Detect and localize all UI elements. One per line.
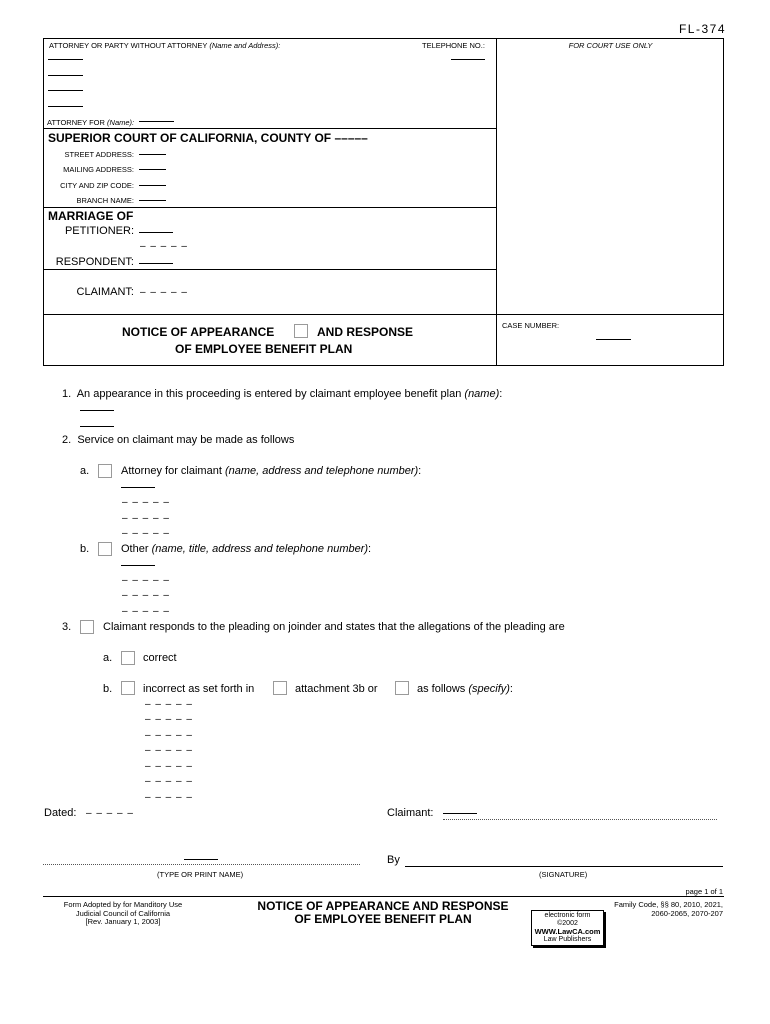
title-line-1a: NOTICE OF APPEARANCE — [122, 325, 275, 339]
telephone-field[interactable] — [451, 59, 485, 60]
page-label: page 1 of 1 — [685, 887, 723, 896]
item-2a-label — [121, 465, 421, 477]
item-2 — [62, 434, 294, 446]
claimant-sig-label: Claimant: — [387, 807, 434, 819]
item-3b-spec-1[interactable]: – – – – – — [145, 699, 193, 710]
claimant-sig-field[interactable] — [443, 813, 477, 814]
item-2a-colon: : — [418, 465, 422, 477]
branch-name-label: BRANCH NAME: — [76, 196, 134, 205]
attorney-address-field-3[interactable] — [48, 106, 83, 107]
item-3b-follows-text: as follows — [417, 683, 466, 695]
divider — [43, 314, 724, 315]
item-3-number: 3. — [62, 621, 72, 633]
branch-name-field[interactable] — [139, 200, 166, 201]
item-1-italic: (name) — [464, 388, 500, 400]
court-title-text: SUPERIOR COURT OF CALIFORNIA, COUNTY OF — [48, 131, 332, 145]
item-3a-letter: a. — [103, 652, 113, 664]
item-2b-label — [121, 543, 371, 555]
item-2b-italic: (name, title, address and telephone number) — [151, 543, 369, 555]
city-zip-field[interactable] — [139, 185, 166, 186]
item-2a-text: Attorney for claimant — [121, 465, 222, 477]
item-3b-spec-3[interactable]: – – – – – — [145, 730, 193, 741]
item-2-text: Service on claimant may be made as follows — [77, 434, 295, 446]
petitioner-field[interactable] — [139, 232, 173, 233]
item-1-colon: : — [499, 388, 503, 400]
footer-title — [238, 900, 528, 926]
attorney-for-text: ATTORNEY FOR — [47, 118, 105, 127]
footer-rule — [43, 896, 724, 897]
item-3a-text: correct — [143, 652, 177, 664]
type-print-label: (TYPE OR PRINT NAME) — [157, 870, 244, 879]
item-3a-checkbox[interactable] — [121, 651, 135, 665]
mailing-address-label: MAILING ADDRESS: — [63, 165, 134, 174]
city-zip-label: CITY AND ZIP CODE: — [60, 181, 134, 190]
divider — [43, 128, 496, 129]
title-checkbox[interactable] — [294, 324, 308, 338]
case-number-field[interactable] — [596, 339, 631, 340]
adopted-line-3: [Rev. January 1, 2003] — [85, 917, 161, 926]
dated-field[interactable]: – – – – – — [86, 808, 134, 819]
item-1 — [62, 388, 502, 400]
stamp-line-3: Law Publishers — [543, 936, 592, 943]
stamp-line-2: WWW.LawCA.com — [534, 927, 601, 936]
respondent-label: RESPONDENT: — [55, 256, 134, 268]
court-use-label: FOR COURT USE ONLY — [568, 41, 653, 50]
street-address-label: STREET ADDRESS: — [64, 150, 134, 159]
caption-box — [43, 38, 724, 366]
form-adopted-note — [43, 901, 203, 927]
item-3b-attachment-checkbox[interactable] — [273, 681, 287, 695]
item-3b-colon: : — [509, 683, 513, 695]
attorney-label-text: ATTORNEY OR PARTY WITHOUT ATTORNEY — [49, 41, 208, 50]
print-name-line — [43, 864, 360, 865]
form-number: FL-374 — [678, 22, 726, 36]
co-petitioner-field[interactable]: – – – – – — [140, 241, 188, 252]
claimant-label: CLAIMANT: — [76, 286, 134, 298]
item-2a-letter: a. — [80, 465, 90, 477]
item-3b-spec-4[interactable]: – – – – – — [145, 745, 193, 756]
claimant-dotted-line — [443, 819, 717, 820]
item-3b-specify-italic: (specify) — [468, 683, 510, 695]
claimant-field[interactable]: – – – – – — [140, 287, 188, 298]
code-line-2: 2060-2065, 2070-207 — [651, 908, 723, 918]
petitioner-label: PETITIONER: — [64, 225, 134, 237]
item-3b-attachment-text: attachment 3b or — [295, 683, 378, 695]
code-line-1: Family Code, §§ 80, 2010, 2021, — [614, 900, 723, 909]
case-number-label: CASE NUMBER: — [502, 321, 560, 330]
item-2b-field-4[interactable]: – – – – – — [122, 606, 170, 617]
item-3b-checkbox[interactable] — [121, 681, 135, 695]
court-title — [48, 131, 368, 145]
adopted-line-2: Judicial Council of California — [75, 908, 171, 918]
item-1-name-field-1[interactable] — [80, 410, 114, 411]
title-line-2: OF EMPLOYEE BENEFIT PLAN — [175, 342, 353, 356]
item-1-number: 1. — [62, 388, 72, 400]
item-1-text: An appearance in this proceeding is entered by claimant employee benefit plan — [76, 388, 462, 400]
item-3b-letter: b. — [103, 683, 113, 695]
attorney-name-field[interactable] — [48, 59, 83, 60]
stamp-line-1: electronic form ©2002 — [544, 912, 591, 927]
signature-line[interactable] — [405, 866, 723, 867]
item-2a-field-1[interactable] — [121, 487, 155, 488]
title-line-1b: AND RESPONSE — [317, 325, 414, 339]
item-2b-field-3[interactable]: – – – – – — [122, 590, 170, 601]
street-address-field[interactable] — [139, 154, 166, 155]
item-3b-follows-checkbox[interactable] — [395, 681, 409, 695]
item-3b-spec-6[interactable]: – – – – – — [145, 776, 193, 787]
item-2b-field-1[interactable] — [121, 565, 155, 566]
item-2b-checkbox[interactable] — [98, 542, 112, 556]
attorney-label-italic: (Name and Address): — [209, 41, 281, 50]
footer-title-line-1: NOTICE OF APPEARANCE AND RESPONSE — [257, 899, 509, 913]
adopted-line-1: Form Adopted by for Manditory Use — [63, 900, 183, 909]
attorney-label — [49, 41, 280, 50]
item-3b-spec-2[interactable]: – – – – – — [145, 714, 193, 725]
by-label: By — [387, 854, 400, 866]
attorney-for-field[interactable] — [139, 121, 174, 122]
item-3b-spec-7[interactable]: – – – – – — [145, 792, 193, 803]
item-3b-follows-label — [417, 683, 513, 695]
telephone-label: TELEPHONE NO.: — [422, 41, 485, 50]
item-1-name-field-2[interactable] — [80, 426, 114, 427]
item-2b-colon: : — [368, 543, 372, 555]
attorney-for-label — [47, 118, 134, 127]
item-2b-text: Other — [121, 543, 149, 555]
item-2a-checkbox[interactable] — [98, 464, 112, 478]
item-3-text: Claimant responds to the pleading on joinder and states that the allegations of the pleading are — [103, 621, 565, 633]
item-2a-field-3[interactable]: – – – – – — [122, 513, 170, 524]
mailing-address-field[interactable] — [139, 169, 166, 170]
county-field[interactable]: ––––– — [334, 131, 368, 145]
attorney-address-field-2[interactable] — [48, 90, 83, 91]
item-3b-text: incorrect as set forth in — [143, 683, 255, 695]
attorney-address-field-1[interactable] — [48, 75, 83, 76]
item-2b-letter: b. — [80, 543, 90, 555]
item-2a-field-4[interactable]: – – – – – — [122, 528, 170, 539]
item-3b-spec-5[interactable]: – – – – – — [145, 761, 193, 772]
marriage-of-label: MARRIAGE OF — [48, 209, 134, 223]
item-2a-italic: (name, address and telephone number) — [224, 465, 419, 477]
item-3-checkbox[interactable] — [80, 620, 94, 634]
item-2a-field-2[interactable]: – – – – – — [122, 497, 170, 508]
family-code-citation — [573, 901, 723, 918]
dated-label: Dated: — [44, 807, 77, 819]
divider — [43, 207, 496, 208]
footer-title-line-2: OF EMPLOYEE BENEFIT PLAN — [294, 912, 472, 926]
respondent-field[interactable] — [139, 263, 173, 264]
signature-label: (SIGNATURE) — [539, 870, 588, 879]
court-use-divider — [496, 38, 497, 366]
attorney-for-italic: (Name): — [107, 118, 135, 127]
divider — [43, 269, 496, 270]
item-2-number: 2. — [62, 434, 72, 446]
item-2b-field-2[interactable]: – – – – – — [122, 575, 170, 586]
print-name-field[interactable] — [184, 859, 218, 860]
